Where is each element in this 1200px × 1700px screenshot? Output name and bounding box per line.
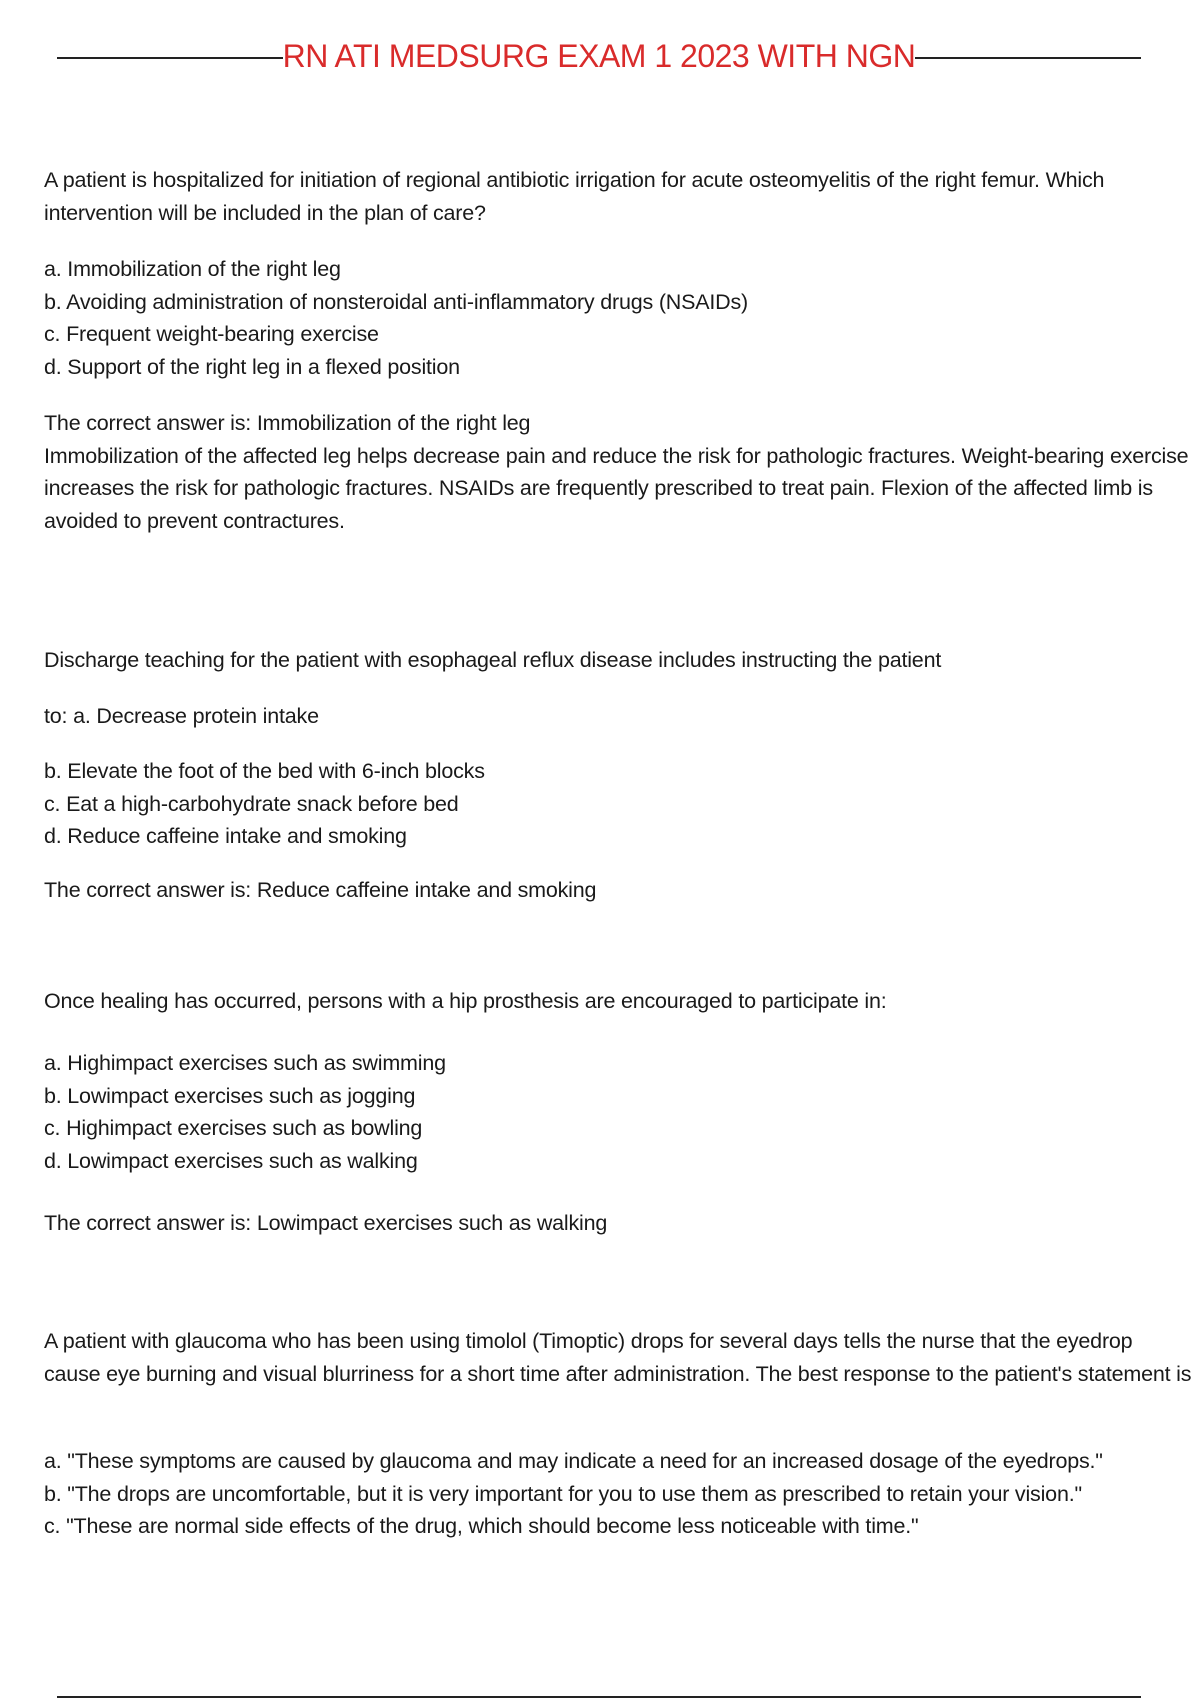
question-1-option-c: c. Frequent weight-bearing exercise xyxy=(44,322,379,346)
question-1-stem: A patient is hospitalized for initiation of regional antibiotic irrigation for acute osteomyelitis of the right femur. Which intervention will be included in the plan of care? xyxy=(44,168,1105,225)
question-4-options xyxy=(44,1445,1194,1543)
question-3-answer-block xyxy=(44,1207,1194,1240)
question-2-option-b: b. Elevate the foot of the bed with 6-inch blocks xyxy=(44,759,485,783)
question-4-stem: A patient with glaucoma who has been using timolol (Timoptic) drops for several days tells the nurse that the eyedrop cause eye burning and visual blurriness for a short time after administration. The best response to the patient's statement is xyxy=(44,1329,1192,1386)
question-1-answer-block xyxy=(44,407,1194,537)
question-1-option-b: b. Avoiding administration of nonsteroidal anti-inflammatory drugs (NSAIDs) xyxy=(44,289,748,314)
question-3 xyxy=(44,985,1194,1018)
document-title xyxy=(57,34,1141,78)
question-2 xyxy=(44,644,1194,677)
question-2-option-c: c. Eat a high-carbohydrate snack before bed xyxy=(44,791,459,816)
question-2-option-a-block xyxy=(44,700,1194,733)
question-2-stem: Discharge teaching for the patient with esophageal reflux disease includes instructing the patient xyxy=(44,648,942,672)
question-4-option-b: b. "The drops are uncomfortable, but it is very important for you to use them as prescribed to retain your vision." xyxy=(44,1481,1082,1506)
question-4-option-c: c. "These are normal side effects of the drug, which should become less noticeable with time." xyxy=(44,1514,919,1538)
question-4 xyxy=(44,1325,1194,1390)
question-2-option-a: to: a. Decrease protein intake xyxy=(44,704,319,728)
document-header xyxy=(57,30,1141,84)
question-2-answer: The correct answer is: Reduce caffeine intake and smoking xyxy=(44,878,597,902)
question-3-option-c: c. Highimpact exercises such as bowling xyxy=(44,1116,423,1140)
question-1-options xyxy=(44,253,1194,383)
question-3-option-b: b. Lowimpact exercises such as jogging xyxy=(44,1083,416,1108)
question-2-option-d: d. Reduce caffeine intake and smoking xyxy=(44,824,407,848)
document-title-text: RN ATI MEDSURG EXAM 1 2023 WITH NGN xyxy=(282,38,916,74)
question-1-rationale: Immobilization of the affected leg helps decrease pain and reduce the risk for pathologic fractures. Weight-bearing exercise increases the risk for pathologic fractures. NSAIDs are frequently prescribed to treat pain. Flexion of the affected limb is avoided to prevent contractures. xyxy=(44,443,1189,533)
question-3-stem: Once healing has occurred, persons with a hip prosthesis are encouraged to participate in: xyxy=(44,989,887,1013)
question-3-answer: The correct answer is: Lowimpact exercises such as walking xyxy=(44,1211,608,1235)
question-1 xyxy=(44,164,1194,229)
question-3-options xyxy=(44,1047,1194,1177)
question-3-option-d: d. Lowimpact exercises such as walking xyxy=(44,1148,418,1173)
footer-rule xyxy=(57,1696,1141,1698)
question-2-answer-block xyxy=(44,874,1194,907)
question-1-answer: The correct answer is: Immobilization of the right leg xyxy=(44,411,531,435)
question-1-option-a: a. Immobilization of the right leg xyxy=(44,257,341,281)
question-3-option-a: a. Highimpact exercises such as swimming xyxy=(44,1051,446,1075)
question-4-option-a: a. "These symptoms are caused by glaucoma and may indicate a need for an increased dosage of the eyedrops." xyxy=(44,1449,1103,1473)
question-1-option-d: d. Support of the right leg in a flexed position xyxy=(44,354,460,379)
question-2-options xyxy=(44,755,1194,853)
